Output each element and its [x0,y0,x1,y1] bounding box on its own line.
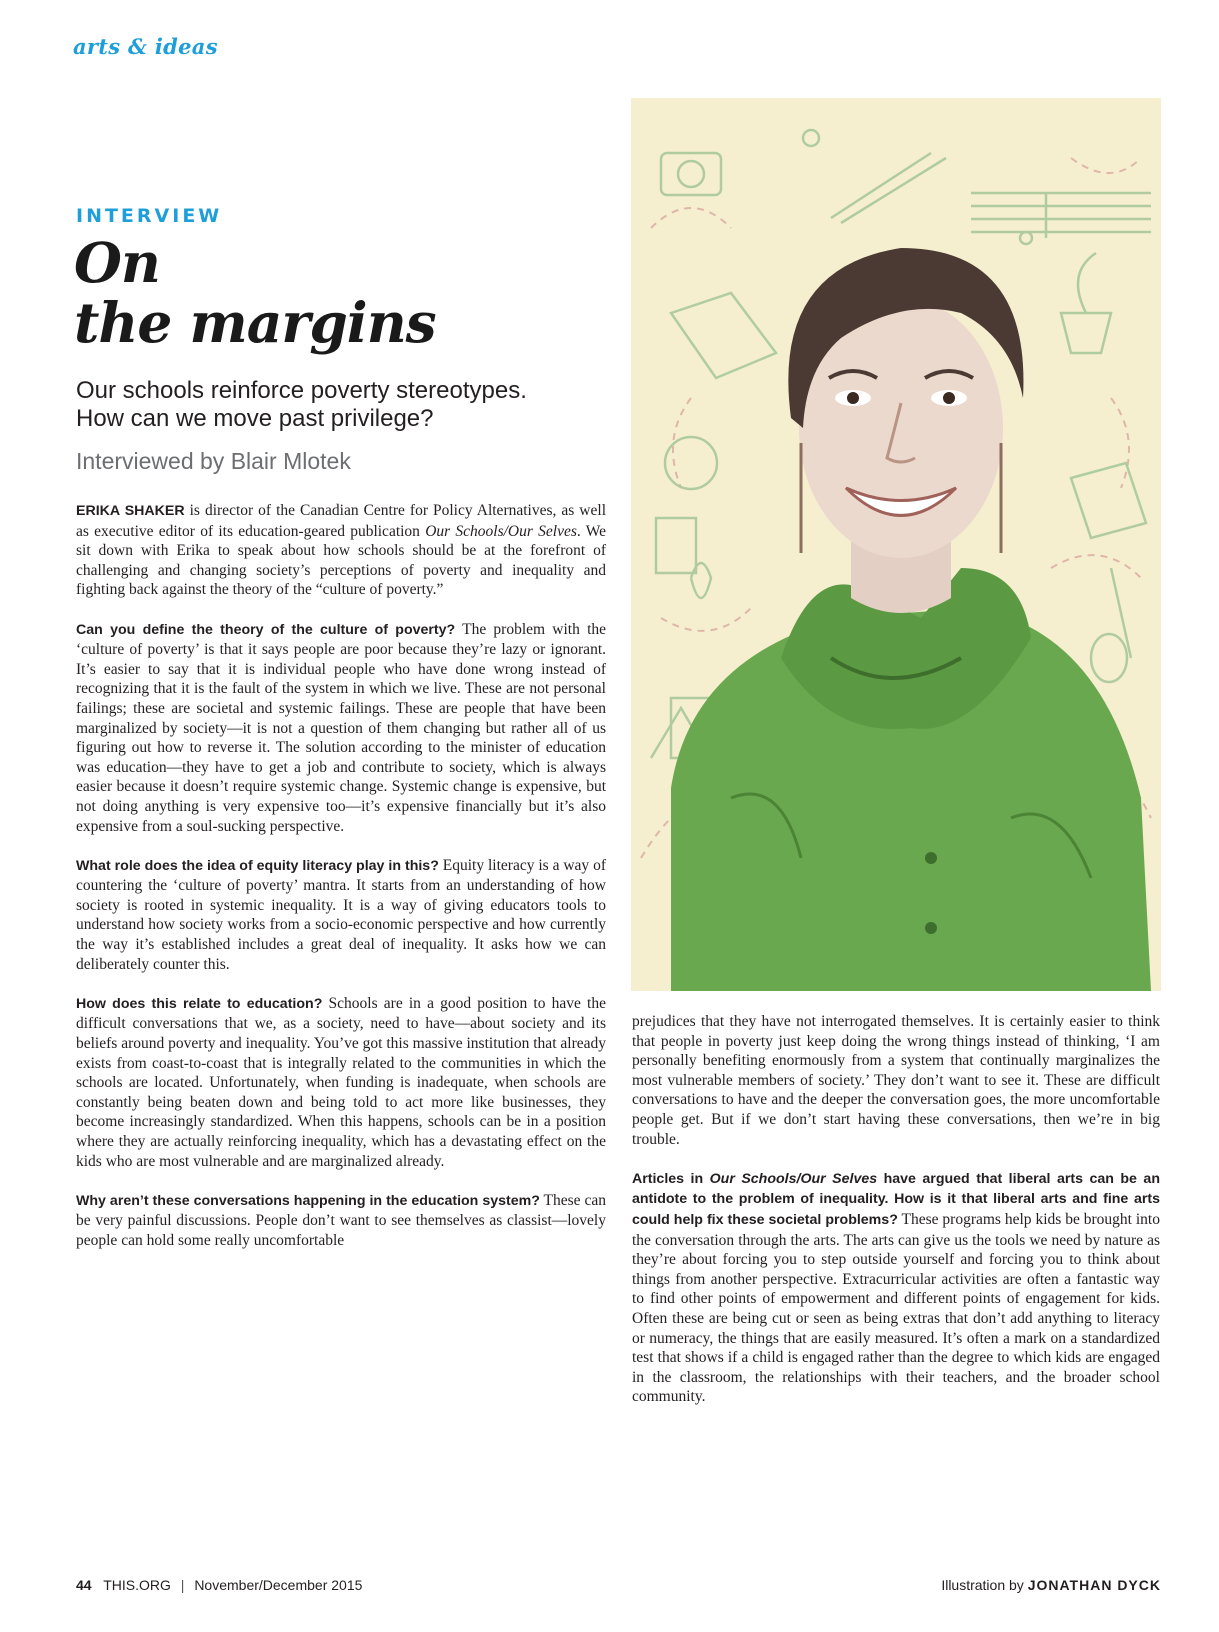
interviewee-name: ERIKA SHAKER [76,503,185,519]
publication-name: Our Schools/Our Selves [709,1170,878,1187]
article-byline: Interviewed by Blair Mlotek [76,448,351,474]
left-column [76,501,606,1270]
question: What role does the idea of equity literacy play in this? [76,857,439,874]
title-line-2: the margins [74,290,436,355]
site-name: THIS.ORG [103,1577,171,1593]
answer: Equity literacy is a way of countering the ‘culture of poverty’ mantra. It starts from an understanding of how society is rooted in systemic inequality. It is a way of giving educators tools to understand how society works from a socio-economic perspective and how currently the way it’s established includes a great deal of inequality. It asks how we can deliberately counter this. [76,856,606,973]
qa-paragraph [76,620,606,837]
section-tag: arts & ideas [73,34,218,59]
article-kicker: INTERVIEW [76,205,223,227]
page-number: 44 [76,1577,92,1593]
footer-folio [76,1577,362,1593]
qa-paragraph [76,856,606,975]
question: Articles in Our Schools/Our Selves have argued that liberal arts can be an antidote to the problem of inequality. How is it that liberal arts and fine arts could help fix these societal problems? [632,1170,1160,1228]
answer: Schools are in a good position to have the difficult conversations that we, as a society, need to have—about society and its beliefs around poverty and inequality. You’ve got this massive institution that already exists from coast-to-coast that is integrally related to the communities in which the schools are located. Unfortunately, when funding is inadequate, when schools are constantly being beaten down and being told to act more like businesses, they become increasingly standardized. When this happens, schools can be in a position where they are actually reinforcing inequality, which has a devastating effect on the kids who are most vulnerable and are marginalized already. [76,994,606,1170]
continuation-paragraph: prejudices that they have not interrogated themselves. It is certainly easier to think that people in poverty just keep doing the wrong things instead of thinking, ‘I am personally benefiting enormously from a system that continually marginalizes the most vulnerable members of society.’ They don’t want to see it. These are difficult conversations to have and the deeper the conversation goes, the more uncomfortable people get. But if we don’t start having these conversations, then we’re in big trouble. [632,1013,1160,1148]
publication-name: Our Schools/Our Selves [425,522,577,540]
intro-paragraph: ERIKA SHAKER is director of the Canadian Centre for Policy Alternatives, as well as executive editor of its education-geared publication Our Schools/Our Selves. We sit down with Erika to speak about how schools should be at the forefront of challenging and changing society’s perceptions of poverty and inequality and fighting back against the theory of the “culture of poverty.” [76,502,607,599]
footer-separator: | [180,1577,185,1593]
illustration-credit: Illustration by JONATHAN DYCK [941,1577,1161,1593]
question: Can you define the theory of the culture of poverty? [76,621,456,638]
right-column [632,1012,1160,1426]
artist-name: JONATHAN DYCK [1027,1577,1161,1593]
issue-date: November/December 2015 [194,1577,363,1593]
dek-line-1: Our schools reinforce poverty stereotypes. [76,377,527,404]
article-dek [76,377,527,433]
qa-paragraph [76,1191,606,1251]
answer: The problem with the ‘culture of poverty’ is that it says people are poor because they’re lazy or ignorant. It’s easier to say that it is individual people who have done wrong instead of recognizing that it is the fault of the system in which we live. These are not personal failings; these are societal and systemic failings. These are people that have been marginalized by society—it is not a question of them changing but rather all of us figuring out how to reverse it. The solution according to the minister of education was education—they have to get a job and contribute to society, which is always easier because it doesn’t require systemic change. Systemic change is expensive, but not doing anything is very expensive too—it’s expensive financially but it’s also expensive from a soul-sucking perspective. [76,620,606,835]
answer: These programs help kids be brought into the conversation through the arts. The arts can give us the tools we need by nature as they’re about forcing you to step outside yourself and forcing you to think about things from another perspective. Extracurricular activities are often a fantastic way to find other points of empowerment and different points of engagement for kids. Often these are being cut or seen as being extras that don’t add anything to literacy or numeracy, the things that are easily measured. It’s often a mark on a standardized test that shows if a child is engaged rather than the degree to which kids are engaged in the classroom, the relationships with their teachers, and the broader school community. [632,1210,1160,1406]
portrait-illustration [631,98,1161,991]
qa-paragraph [76,994,606,1171]
dek-line-2: How can we move past privilege? [76,405,434,432]
question: Why aren’t these conversations happening in the education system? [76,1192,540,1209]
qa-paragraph [632,1169,1160,1407]
article-title [74,230,436,355]
answer: These can be very painful discussions. People don’t want to see themselves as classist—lovely people can hold some really uncomfortable [76,1191,606,1249]
question: How does this relate to education? [76,995,323,1012]
title-line-1: On [74,230,160,295]
